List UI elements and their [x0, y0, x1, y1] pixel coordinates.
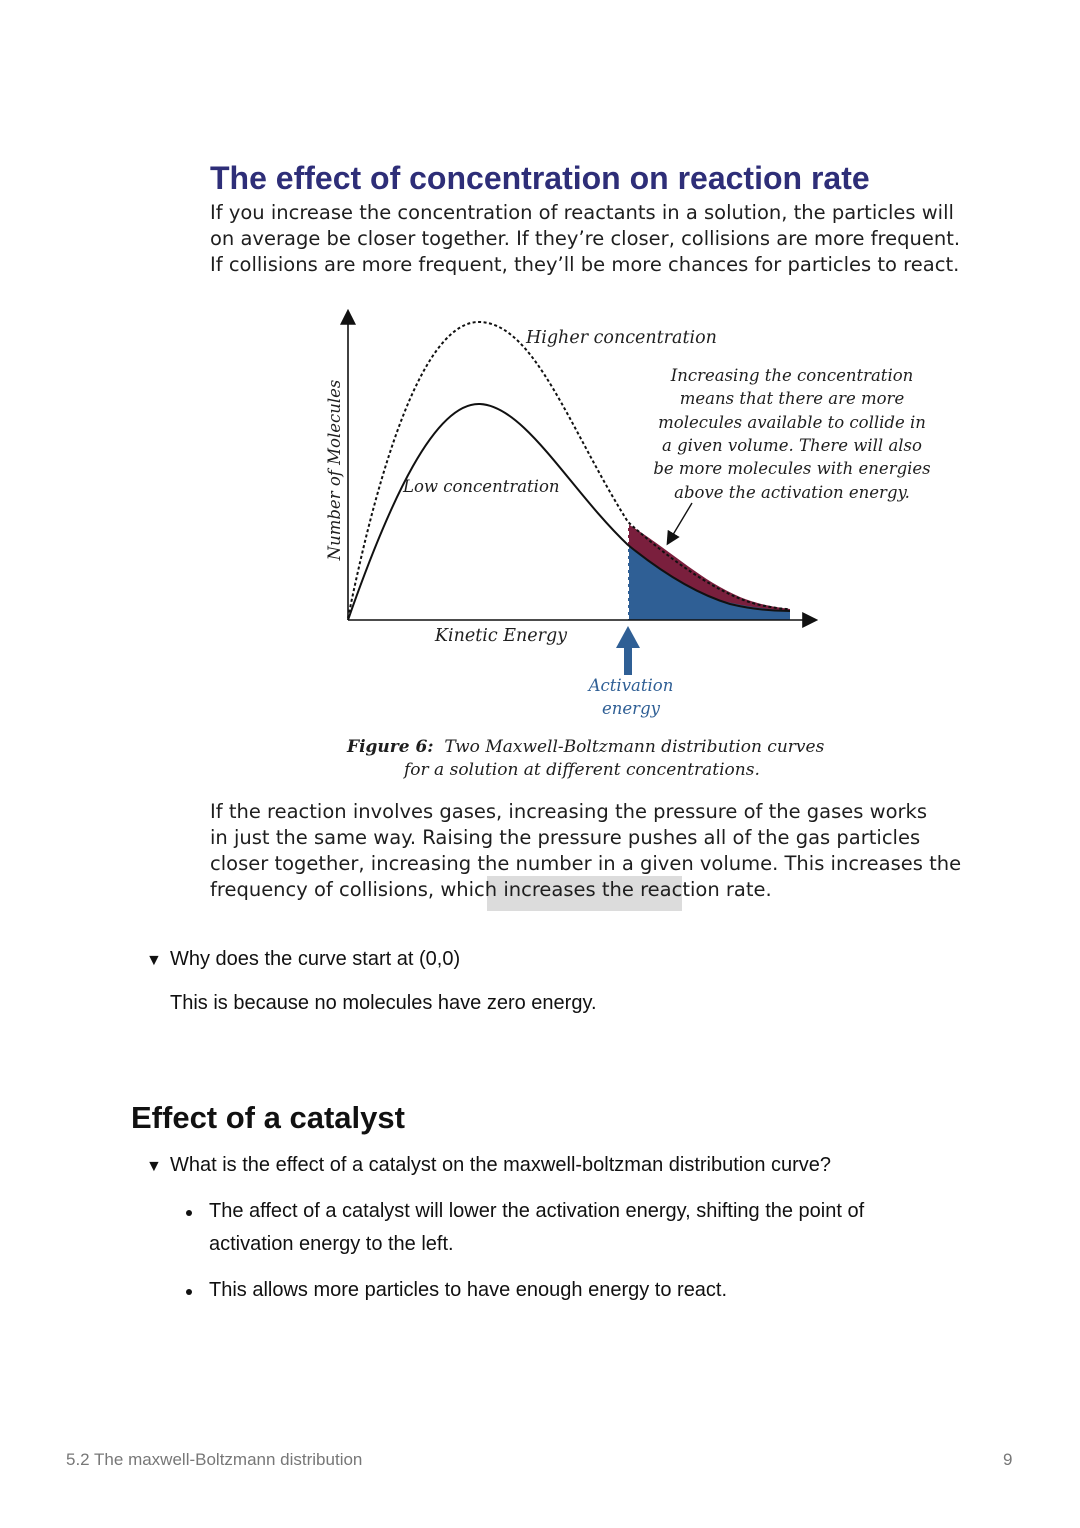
activation-arrow-shaft [624, 645, 632, 675]
gas-line-2: in just the same way. Raising the pressure pushes all of the gas particles [210, 826, 921, 849]
list-item [209, 1195, 864, 1261]
activation-label-line-2: energy [602, 699, 660, 718]
annotation-line-1: Increasing the concentration [670, 366, 914, 385]
page-number: 9 [1003, 1450, 1013, 1469]
maxwell-boltzmann-figure [300, 300, 950, 730]
section-title-catalyst: Effect of a catalyst [131, 1100, 405, 1135]
footer-section-title: 5.2 The maxwell-Boltzmann distribution [66, 1450, 363, 1469]
activation-label-line-1: Activation [588, 676, 674, 695]
annotation-line-2: means that there are more [679, 389, 905, 408]
gas-line-3: closer together, increasing the number in a given volume. This increases the [210, 852, 962, 875]
toggle-question: What is the effect of a catalyst on the maxwell-boltzman distribution curve? [170, 1154, 832, 1176]
x-axis-label: Kinetic Energy [434, 626, 568, 646]
toggle-triangle-icon[interactable]: ▼ [146, 1158, 162, 1175]
activation-arrow-icon [616, 626, 640, 648]
figure-caption-number: Figure 6: [347, 737, 434, 757]
annotation-line-6: above the activation energy. [674, 483, 910, 502]
low-concentration-label: Low concentration [403, 477, 560, 496]
bullet-2-line-1: This allows more particles to have enough energy to react. [209, 1279, 728, 1301]
toggle-triangle-icon[interactable]: ▼ [146, 952, 162, 969]
bullet-dot-icon [186, 1289, 192, 1295]
list-item [209, 1274, 727, 1307]
figure-caption-text-1: Two Maxwell-Boltzmann distribution curves [444, 737, 825, 757]
figure-caption-line-2: for a solution at different concentrations. [404, 760, 760, 780]
toggle-answer: This is because no molecules have zero energy. [170, 992, 597, 1014]
annotation-line-4: a given volume. There will also [662, 436, 922, 455]
toggle-question: Why does the curve start at (0,0) [170, 948, 461, 970]
bullet-1-line-1: The affect of a catalyst will lower the activation energy, shifting the point of [209, 1200, 865, 1222]
figure-caption-line-1 [347, 737, 824, 757]
higher-concentration-label: Higher concentration [526, 328, 717, 348]
gas-line-1: If the reaction involves gases, increasing the pressure of the gases works [210, 800, 927, 823]
annotation-line-5: be more molecules with energies [653, 459, 931, 478]
intro-line-1: If you increase the concentration of reactants in a solution, the particles will [210, 201, 954, 224]
bullet-1-line-2: activation energy to the left. [209, 1233, 454, 1255]
intro-line-2: on average be closer together. If they’re closer, collisions are more frequent. [210, 227, 961, 250]
annotation-line-3: molecules available to collide in [658, 413, 926, 432]
annotation-pointer [668, 503, 692, 543]
toggle-curve-origin[interactable] [146, 948, 460, 971]
section-title-concentration: The effect of concentration on reaction rate [210, 160, 870, 196]
toggle-catalyst-effect[interactable] [146, 1154, 831, 1177]
bullet-dot-icon [186, 1210, 192, 1216]
gas-line-4: frequency of collisions, which increases the reaction rate. [210, 878, 772, 901]
y-axis-label: Number of Molecules [325, 379, 344, 561]
intro-line-3: If collisions are more frequent, they’ll be more chances for particles to react. [210, 253, 960, 276]
